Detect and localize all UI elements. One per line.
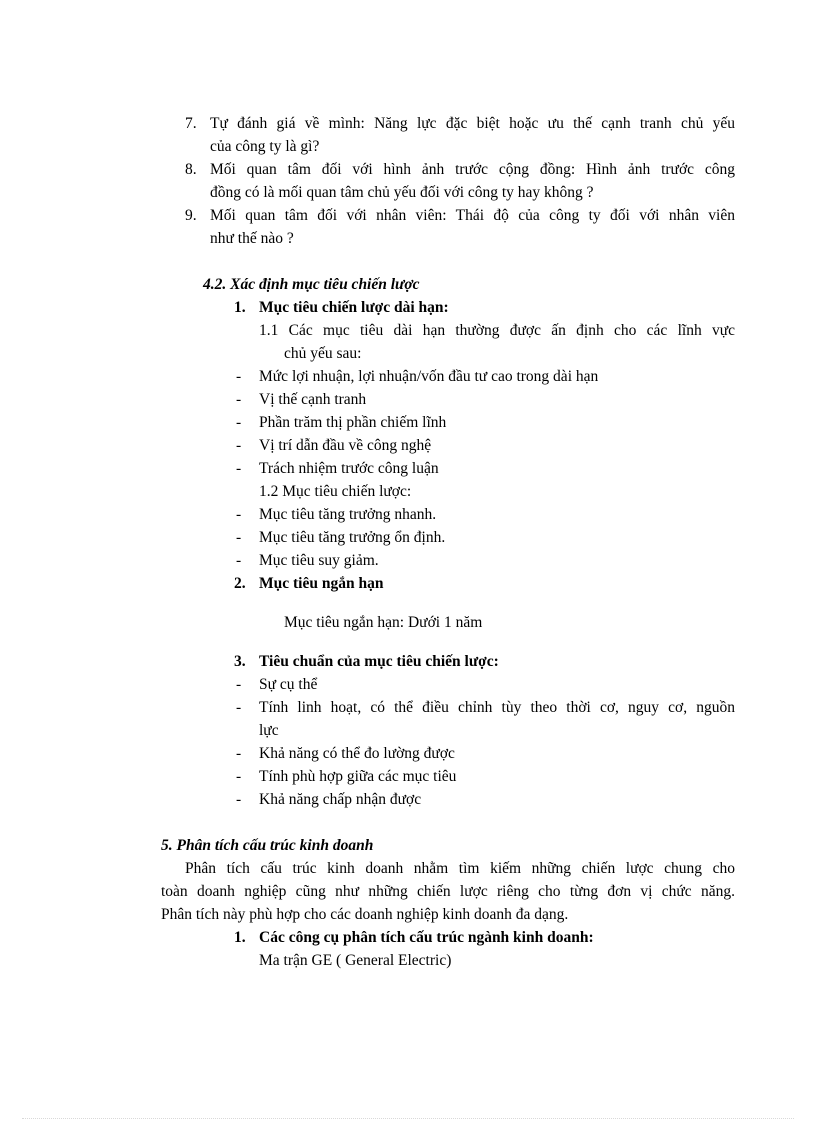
section-5-paragraph-line-2: toàn doanh nghiệp cũng như những chiến lược riêng cho từng đơn vị chức năng. — [161, 883, 735, 900]
section-5-paragraph-line-1: Phân tích cấu trúc kinh doanh nhằm tìm kiếm những chiến lược chung cho — [185, 860, 735, 877]
criteria-item: Khả năng chấp nhận được — [259, 791, 422, 808]
short-term-number: 2. — [234, 575, 246, 592]
section-4-2-heading: 4.2. Xác định mục tiêu chiến lược — [203, 276, 420, 293]
question-8-number: 8. — [185, 161, 197, 178]
criteria-item: Sự cụ thể — [259, 676, 318, 693]
question-7-line-2: của công ty là gì? — [210, 138, 320, 155]
strategy-item: Mục tiêu tăng trưởng ổn định. — [259, 529, 446, 546]
area-item: Vị thế cạnh tranh — [259, 391, 367, 408]
dash-bullet: - — [236, 768, 242, 785]
question-9-line-2: như thế nào ? — [210, 230, 294, 247]
long-term-sub1-line-1: 1.1 Các mục tiêu dài hạn thường được ấn định cho các lĩnh vực — [259, 322, 735, 339]
dash-bullet: - — [236, 699, 242, 716]
criteria-item: Tính phù hợp giữa các mục tiêu — [259, 768, 457, 785]
strategy-item: Mục tiêu tăng trưởng nhanh. — [259, 506, 437, 523]
area-item: Mức lợi nhuận, lợi nhuận/vốn đầu tư cao trong dài hạn — [259, 368, 599, 385]
section-5-heading: 5. Phân tích cấu trúc kinh doanh — [161, 837, 374, 854]
dash-bullet: - — [236, 506, 242, 523]
question-7-number: 7. — [185, 115, 197, 132]
dash-bullet: - — [236, 437, 242, 454]
criteria-item: Khả năng có thể đo lường được — [259, 745, 455, 762]
dash-bullet: - — [236, 529, 242, 546]
strategy-item: Mục tiêu suy giảm. — [259, 552, 379, 569]
page-bottom-rule — [22, 1118, 794, 1119]
dash-bullet: - — [236, 368, 242, 385]
question-7-line-1: Tự đánh giá về mình: Năng lực đặc biệt hoặc ưu thế cạnh tranh chủ yếu — [210, 115, 735, 132]
section-5-paragraph-line-3: Phân tích này phù hợp cho các doanh nghiệp kinh doanh đa dạng. — [161, 906, 569, 923]
dash-bullet: - — [236, 414, 242, 431]
dash-bullet: - — [236, 460, 242, 477]
long-term-number: 1. — [234, 299, 246, 316]
dash-bullet: - — [236, 676, 242, 693]
area-item: Vị trí dẫn đầu về công nghệ — [259, 437, 432, 454]
short-term-title: Mục tiêu ngắn hạn — [259, 575, 384, 592]
dash-bullet: - — [236, 745, 242, 762]
long-term-sub1-line-2: chủ yếu sau: — [284, 345, 362, 362]
area-item: Trách nhiệm trước công luận — [259, 460, 439, 477]
tools-title: Các công cụ phân tích cấu trúc ngành kinh doanh: — [259, 929, 594, 946]
dash-bullet: - — [236, 791, 242, 808]
question-8-line-2: đồng có là mối quan tâm chủ yếu đối với công ty hay không ? — [210, 184, 594, 201]
dash-bullet: - — [236, 552, 242, 569]
dash-bullet: - — [236, 391, 242, 408]
question-8-line-1: Mối quan tâm đối với hình ảnh trước cộng đồng: Hình ảnh trước công — [210, 161, 735, 178]
long-term-sub2: 1.2 Mục tiêu chiến lược: — [259, 483, 412, 500]
criteria-item: Tính linh hoạt, có thể điều chỉnh tùy theo thời cơ, nguy cơ, nguồn — [259, 699, 735, 716]
tools-item: Ma trận GE ( General Electric) — [259, 952, 452, 969]
question-9-number: 9. — [185, 207, 197, 224]
question-9-line-1: Mối quan tâm đối với nhân viên: Thái độ của công ty đối với nhân viên — [210, 207, 735, 224]
long-term-title: Mục tiêu chiến lược dài hạn: — [259, 299, 449, 316]
criteria-number: 3. — [234, 653, 246, 670]
criteria-title: Tiêu chuẩn của mục tiêu chiến lược: — [259, 653, 499, 670]
criteria-item-continuation: lực — [259, 722, 279, 739]
area-item: Phần trăm thị phần chiếm lĩnh — [259, 414, 447, 431]
tools-number: 1. — [234, 929, 246, 946]
short-term-text: Mục tiêu ngắn hạn: Dưới 1 năm — [284, 614, 483, 631]
